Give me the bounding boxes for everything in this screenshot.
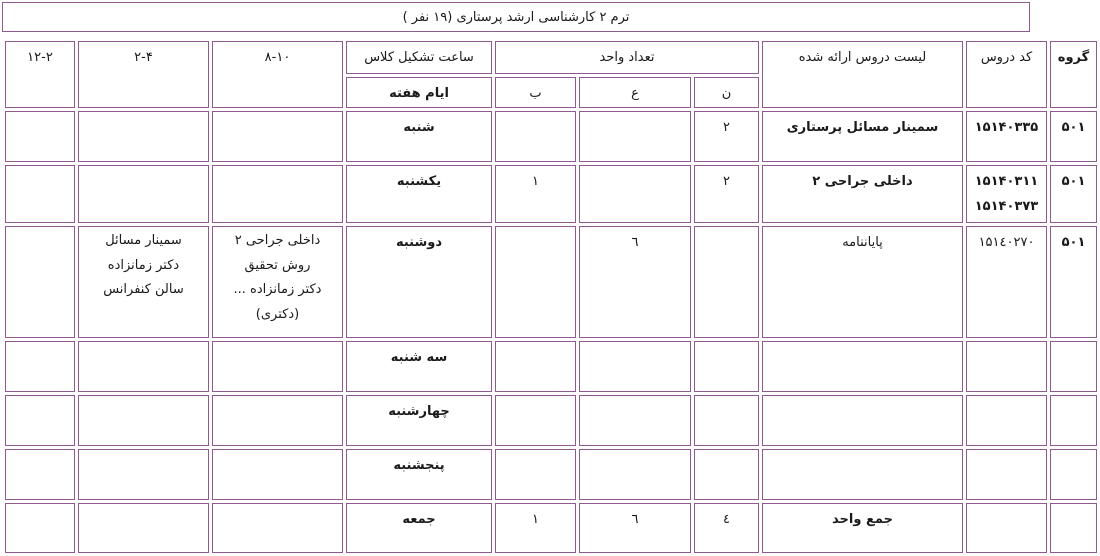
schedule-table [2, 38, 1100, 556]
cell-unit-b [495, 395, 576, 446]
cell-group: ۵۰۱ [1050, 226, 1097, 338]
cell-code [966, 449, 1047, 500]
cell-unit-a: ٦ [579, 503, 691, 553]
cell-unit-n [694, 226, 759, 338]
cell-slot2 [78, 395, 209, 446]
cell-course [762, 395, 963, 446]
header-class-time: ساعت تشکیل کلاس [346, 41, 492, 74]
header-row-1 [5, 41, 1097, 74]
cell-slot2 [78, 449, 209, 500]
cell-slot1 [212, 165, 343, 223]
cell-slot2 [78, 341, 209, 392]
cell-group: ۵۰۱ [1050, 165, 1097, 223]
table-row [5, 449, 1097, 500]
table-row [5, 503, 1097, 553]
header-slot1: ۸-۱۰ [212, 41, 343, 108]
cell-unit-a [579, 449, 691, 500]
cell-slot3 [5, 165, 75, 223]
cell-unit-b: ۱ [495, 503, 576, 553]
schedule-title: ترم ۲ کارشناسی ارشد پرستاری (۱۹ نفر ) [2, 2, 1030, 32]
cell-unit-b [495, 111, 576, 162]
table-row [5, 226, 1097, 338]
cell-slot1: داخلی جراحی ۲ روش تحقیق دکتر زمانزاده ... (دکتری) [212, 226, 343, 338]
cell-slot2: سمینار مسائل دکتر زمانزاده سالن کنفرانس [78, 226, 209, 338]
cell-code: ۱۵۱۴۰۳۱۱ ۱۵۱۴۰۳۷۳ [966, 165, 1047, 223]
cell-day: دوشنبه [346, 226, 492, 338]
cell-day: شنبه [346, 111, 492, 162]
cell-slot1 [212, 503, 343, 553]
table-row [5, 395, 1097, 446]
cell-slot2 [78, 111, 209, 162]
cell-slot2 [78, 503, 209, 553]
cell-slot1 [212, 449, 343, 500]
cell-unit-n: ۲ [694, 165, 759, 223]
cell-unit-n [694, 449, 759, 500]
cell-course: داخلی جراحی ۲ [762, 165, 963, 223]
cell-group [1050, 395, 1097, 446]
header-unit-a: ع [579, 77, 691, 108]
cell-group [1050, 341, 1097, 392]
header-slot3: ۱۲-۲ [5, 41, 75, 108]
cell-unit-a [579, 395, 691, 446]
cell-group [1050, 503, 1097, 553]
header-slot2: ۲-۴ [78, 41, 209, 108]
cell-slot3 [5, 111, 75, 162]
cell-course: پایاننامه [762, 226, 963, 338]
cell-day: چهارشنبه [346, 395, 492, 446]
cell-slot3 [5, 503, 75, 553]
cell-unit-a [579, 111, 691, 162]
cell-unit-n [694, 341, 759, 392]
cell-day: پنجشنبه [346, 449, 492, 500]
cell-slot2 [78, 165, 209, 223]
cell-slot3 [5, 449, 75, 500]
cell-unit-a [579, 341, 691, 392]
cell-unit-n: ۲ [694, 111, 759, 162]
cell-code [966, 395, 1047, 446]
cell-slot1 [212, 395, 343, 446]
cell-unit-b [495, 449, 576, 500]
cell-code [966, 341, 1047, 392]
cell-slot3 [5, 226, 75, 338]
cell-code [966, 503, 1047, 553]
header-group: گروه [1050, 41, 1097, 108]
table-row [5, 111, 1097, 162]
cell-group [1050, 449, 1097, 500]
cell-group: ۵۰۱ [1050, 111, 1097, 162]
cell-course [762, 449, 963, 500]
cell-unit-b [495, 226, 576, 338]
table-row [5, 165, 1097, 223]
cell-course: جمع واحد [762, 503, 963, 553]
header-units: تعداد واحد [495, 41, 759, 74]
cell-day: یکشنبه [346, 165, 492, 223]
cell-unit-n [694, 395, 759, 446]
cell-slot3 [5, 341, 75, 392]
cell-unit-b: ۱ [495, 165, 576, 223]
header-weekdays: ایام هفته [346, 77, 492, 108]
cell-slot3 [5, 395, 75, 446]
cell-slot1 [212, 111, 343, 162]
cell-unit-n: ٤ [694, 503, 759, 553]
cell-course: سمینار مسائل پرستاری [762, 111, 963, 162]
cell-unit-a: ٦ [579, 226, 691, 338]
header-unit-n: ن [694, 77, 759, 108]
header-code: کد دروس [966, 41, 1047, 108]
cell-course [762, 341, 963, 392]
cell-day: جمعه [346, 503, 492, 553]
header-courses: لیست دروس ارائه شده [762, 41, 963, 108]
cell-code: ۱۵۱۴۰۳۳۵ [966, 111, 1047, 162]
cell-unit-b [495, 341, 576, 392]
cell-day: سه شنبه [346, 341, 492, 392]
table-row [5, 341, 1097, 392]
cell-unit-a [579, 165, 691, 223]
header-unit-b: ب [495, 77, 576, 108]
cell-slot1 [212, 341, 343, 392]
cell-code: ۱۵۱٤۰۲۷۰ [966, 226, 1047, 338]
